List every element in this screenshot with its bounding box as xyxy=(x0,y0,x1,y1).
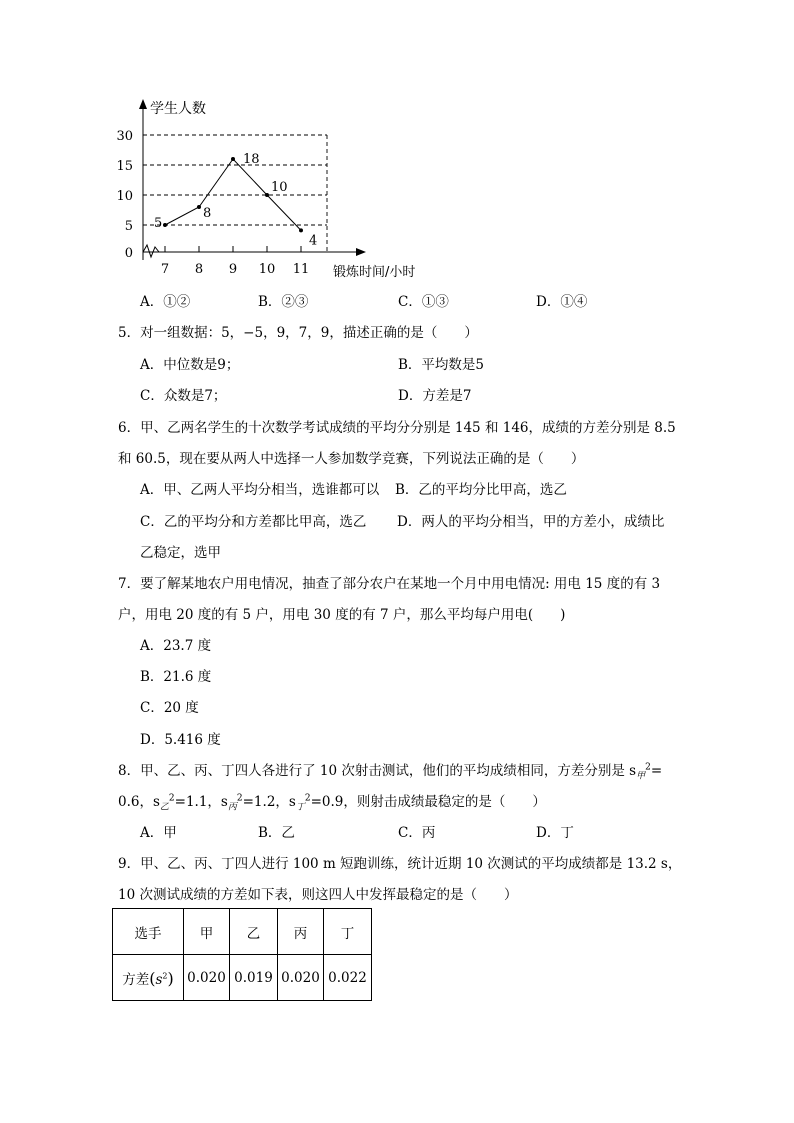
q7-option-a: A．23.7 度 xyxy=(140,638,212,654)
data-point xyxy=(231,157,235,161)
x-axis-title: 锻炼时间/小时 xyxy=(333,265,416,280)
q9-stem-line1: 9．甲、乙、丙、丁四人进行 100 m 短跑训练，统计近期 10 次测试的平均成绩都是 13.2 s， xyxy=(118,856,682,872)
q8-option-a: A．甲 xyxy=(140,825,177,841)
q5-option-d: D．方差是7 xyxy=(398,388,472,404)
q6-option-c: C．乙的平均分和方差都比甲高，选乙 xyxy=(140,514,367,530)
q8-stem-line1: 8．甲、乙、丙、丁四人各进行了 10 次射击测试，他们的平均成绩相同，方差分别是 $s_甲^2=$ xyxy=(118,762,663,782)
table-header-cell: 乙 xyxy=(230,909,278,955)
q5-option-b: B．平均数是5 xyxy=(398,357,485,373)
table-cell: 0.020 xyxy=(278,955,324,1001)
q6-option-d-cont: 乙稳定，选甲 xyxy=(140,545,221,561)
q6-option-a: A．甲、乙两人平均分相当，选谁都可以 xyxy=(140,482,380,498)
table-header-cell: 甲 xyxy=(184,909,230,955)
data-point xyxy=(265,193,269,197)
q4-option-c: C．①③ xyxy=(398,294,449,310)
y-tick-label: 30 xyxy=(116,129,133,144)
q9-stem-line2: 10 次测试成绩的方差如下表，则这四人中发挥最稳定的是（ ） xyxy=(118,887,518,903)
table-cell: 0.020 xyxy=(184,955,230,1001)
table-header-cell: 丁 xyxy=(324,909,372,955)
y-tick-label: 0 xyxy=(124,246,133,261)
table-cell: 0.022 xyxy=(324,955,372,1001)
x-tick-label: 8 xyxy=(194,262,204,277)
y-axis-arrow xyxy=(139,99,147,109)
line-chart xyxy=(100,95,416,285)
data-label: 8 xyxy=(203,206,212,221)
q7-option-b: B．21.6 度 xyxy=(140,669,212,685)
q7-option-c: C．20 度 xyxy=(140,700,199,716)
axis-break xyxy=(143,245,159,257)
q7-stem-line2: 户，用电 20 度的有 5 户，用电 30 度的有 7 户，那么平均每户用电( ) xyxy=(118,607,566,623)
table-row xyxy=(113,955,372,1001)
q7-option-d: D．5.416 度 xyxy=(140,732,221,748)
table-header-row xyxy=(113,909,372,955)
q5-option-a: A．中位数是9； xyxy=(140,357,240,373)
q4-option-b: B．②③ xyxy=(258,294,309,310)
data-label: 4 xyxy=(309,233,318,249)
y-axis-title: 学生人数 xyxy=(150,101,206,117)
table-header-cell: 选手 xyxy=(113,909,184,955)
x-tick-label: 10 xyxy=(258,262,276,277)
x-tick-label: 9 xyxy=(228,262,238,277)
q8-option-b: B．乙 xyxy=(258,825,295,841)
data-point xyxy=(197,205,201,209)
data-point xyxy=(163,223,167,227)
table-row-label: 方差$(s^2)$ xyxy=(113,955,184,1001)
q4-option-a: A．①② xyxy=(140,294,191,310)
x-tick-label: 11 xyxy=(292,262,310,277)
table-header-cell: 丙 xyxy=(278,909,324,955)
y-tick-label: 10 xyxy=(116,189,133,204)
data-point xyxy=(299,228,303,232)
table-cell: 0.019 xyxy=(230,955,278,1001)
q5-stem: 5．对一组数据：5，−5，9，7，9，描述正确的是（ ） xyxy=(118,325,478,341)
data-label: 5 xyxy=(154,216,163,231)
q4-option-d: D．①④ xyxy=(536,294,588,310)
x-tick-label: 7 xyxy=(160,262,170,277)
q8-stem-line2: 0.6，$s_乙^2=1.1$，$s_丙^2=1.2$，$s_丁^2=0.9$，则射击成绩最稳定的是（ ） xyxy=(118,793,546,813)
q5-option-c: C．众数是7； xyxy=(140,388,227,404)
data-label: 18 xyxy=(243,152,260,167)
q7-stem-line1: 7．要了解某地农户用电情况，抽查了部分农户在某地一个月中用电情况: 用电 15 度的有 3 xyxy=(118,576,661,592)
x-axis-arrow xyxy=(356,248,366,256)
variance-table xyxy=(112,908,372,1001)
q8-option-d: D．丁 xyxy=(536,825,574,841)
q8-option-c: C．丙 xyxy=(398,825,436,841)
y-tick-label: 15 xyxy=(116,159,133,174)
q6-stem-line1: 6．甲、乙两名学生的十次数学考试成绩的平均分分别是 145 和 146，成绩的方差分别是 8.5 xyxy=(118,420,676,436)
data-label: 10 xyxy=(271,180,288,195)
q6-option-b: B．乙的平均分比甲高，选乙 xyxy=(395,482,567,498)
q6-stem-line2: 和 60.5，现在要从两人中选择一人参加数学竞赛，下列说法正确的是（ ） xyxy=(118,451,585,467)
q6-option-d: D．两人的平均分相当，甲的方差小，成绩比 xyxy=(397,514,665,530)
y-tick-label: 5 xyxy=(124,219,133,234)
